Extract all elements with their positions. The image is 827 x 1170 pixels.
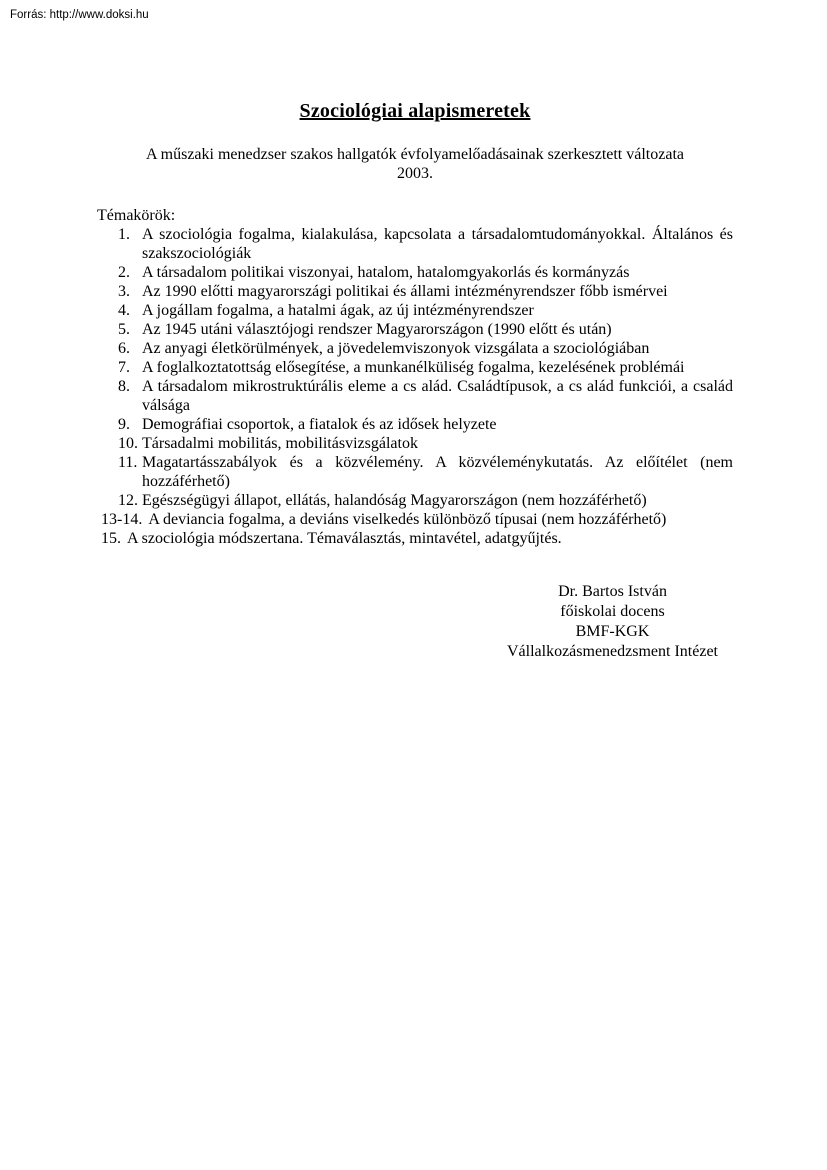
topic-number: 4. <box>118 302 130 319</box>
topic-text: Demográfiai csoportok, a fiatalok és az idősek helyzete <box>142 416 497 433</box>
topic-text: Az anyagi életkörülmények, a jövedelemviszonyok vizsgálata a szociológiában <box>142 340 650 357</box>
topic-text: A társadalom politikai viszonyai, hatalom, hatalomgyakorlás és kormányzás <box>142 264 630 281</box>
source-url-label: Forrás: http://www.doksi.hu <box>10 9 149 21</box>
signature-institute: Vállalkozásmenedzsment Intézet <box>506 643 718 660</box>
document-year: 2003. <box>397 165 433 182</box>
topic-item-3 <box>97 282 733 301</box>
topic-text: A jogállam fogalma, a hatalmi ágak, az új intézményrendszer <box>142 302 534 319</box>
topic-item-6 <box>97 339 733 358</box>
signature-name: Dr. Bartos István <box>558 583 667 600</box>
topic-number: 9. <box>118 416 130 433</box>
topic-text: A társadalom mikrostruktúrális eleme a cs alád. Családtípusok, a cs alád funkciói, a család válsága <box>142 378 733 414</box>
document-content <box>97 0 733 548</box>
topic-number: 5. <box>118 321 130 338</box>
topic-item-2 <box>97 263 733 282</box>
topic-number: 13-14. <box>101 511 143 528</box>
topic-number: 3. <box>118 283 130 300</box>
topic-number: 11. <box>118 454 138 471</box>
topic-number: 12. <box>118 492 138 509</box>
topic-number: 8. <box>118 378 130 395</box>
topic-item-5 <box>97 320 733 339</box>
topic-item-12 <box>97 491 733 510</box>
page-title: Szociológiai alapismeretek <box>299 100 531 122</box>
topic-text: A deviancia fogalma, a deviáns viselkedés különböző típusai (nem hozzáférhető) <box>148 511 667 528</box>
topic-text: A szociológia fogalma, kialakulása, kapcsolata a társadalomtudományokkal. Általános és szakszociológiák <box>142 226 733 262</box>
topic-item-13-14 <box>97 510 733 529</box>
topic-number: 10. <box>118 435 138 452</box>
topic-text: A foglalkoztatottság elősegítése, a munkanélküliség fogalma, kezelésének problémái <box>142 359 685 376</box>
topics-heading: Témakörök: <box>97 207 176 224</box>
topic-text: A szociológia módszertana. Témaválasztás, mintavétel, adatgyűjtés. <box>127 530 562 547</box>
topics-list <box>97 225 733 548</box>
topic-item-1 <box>97 225 733 263</box>
topic-text: Magatartásszabályok és a közvélemény. A közvéleménykutatás. Az előítélet (nem hozzáférhető) <box>142 454 733 490</box>
topic-item-4 <box>97 301 733 320</box>
topic-number: 1. <box>118 226 130 243</box>
topic-item-7 <box>97 358 733 377</box>
topic-item-10 <box>97 434 733 453</box>
topic-text: Társadalmi mobilitás, mobilitásvizsgálatok <box>142 435 418 452</box>
topic-number: 7. <box>118 359 130 376</box>
topic-number: 6. <box>118 340 130 357</box>
topic-item-11 <box>97 453 733 491</box>
signature-org: BMF-KGK <box>575 623 650 640</box>
topic-text: Az 1990 előtti magyarországi politikai és állami intézményrendszer főbb ismérvei <box>142 283 668 300</box>
topic-number: 15. <box>101 530 121 547</box>
topic-number: 2. <box>118 264 130 281</box>
signature-position: főiskolai docens <box>560 603 665 620</box>
topic-item-15 <box>97 529 733 548</box>
topic-text: Egészségügyi állapot, ellátás, halandóság Magyarországon (nem hozzáférhető) <box>142 492 647 509</box>
signature-block <box>455 582 770 662</box>
topic-item-8 <box>97 377 733 415</box>
topic-text: Az 1945 utáni választójogi rendszer Magyarországon (1990 előtt és után) <box>142 321 612 338</box>
topic-item-9 <box>97 415 733 434</box>
document-subtitle: A műszaki menedzser szakos hallgatók évfolyamelőadásainak szerkesztett változata <box>145 146 684 163</box>
